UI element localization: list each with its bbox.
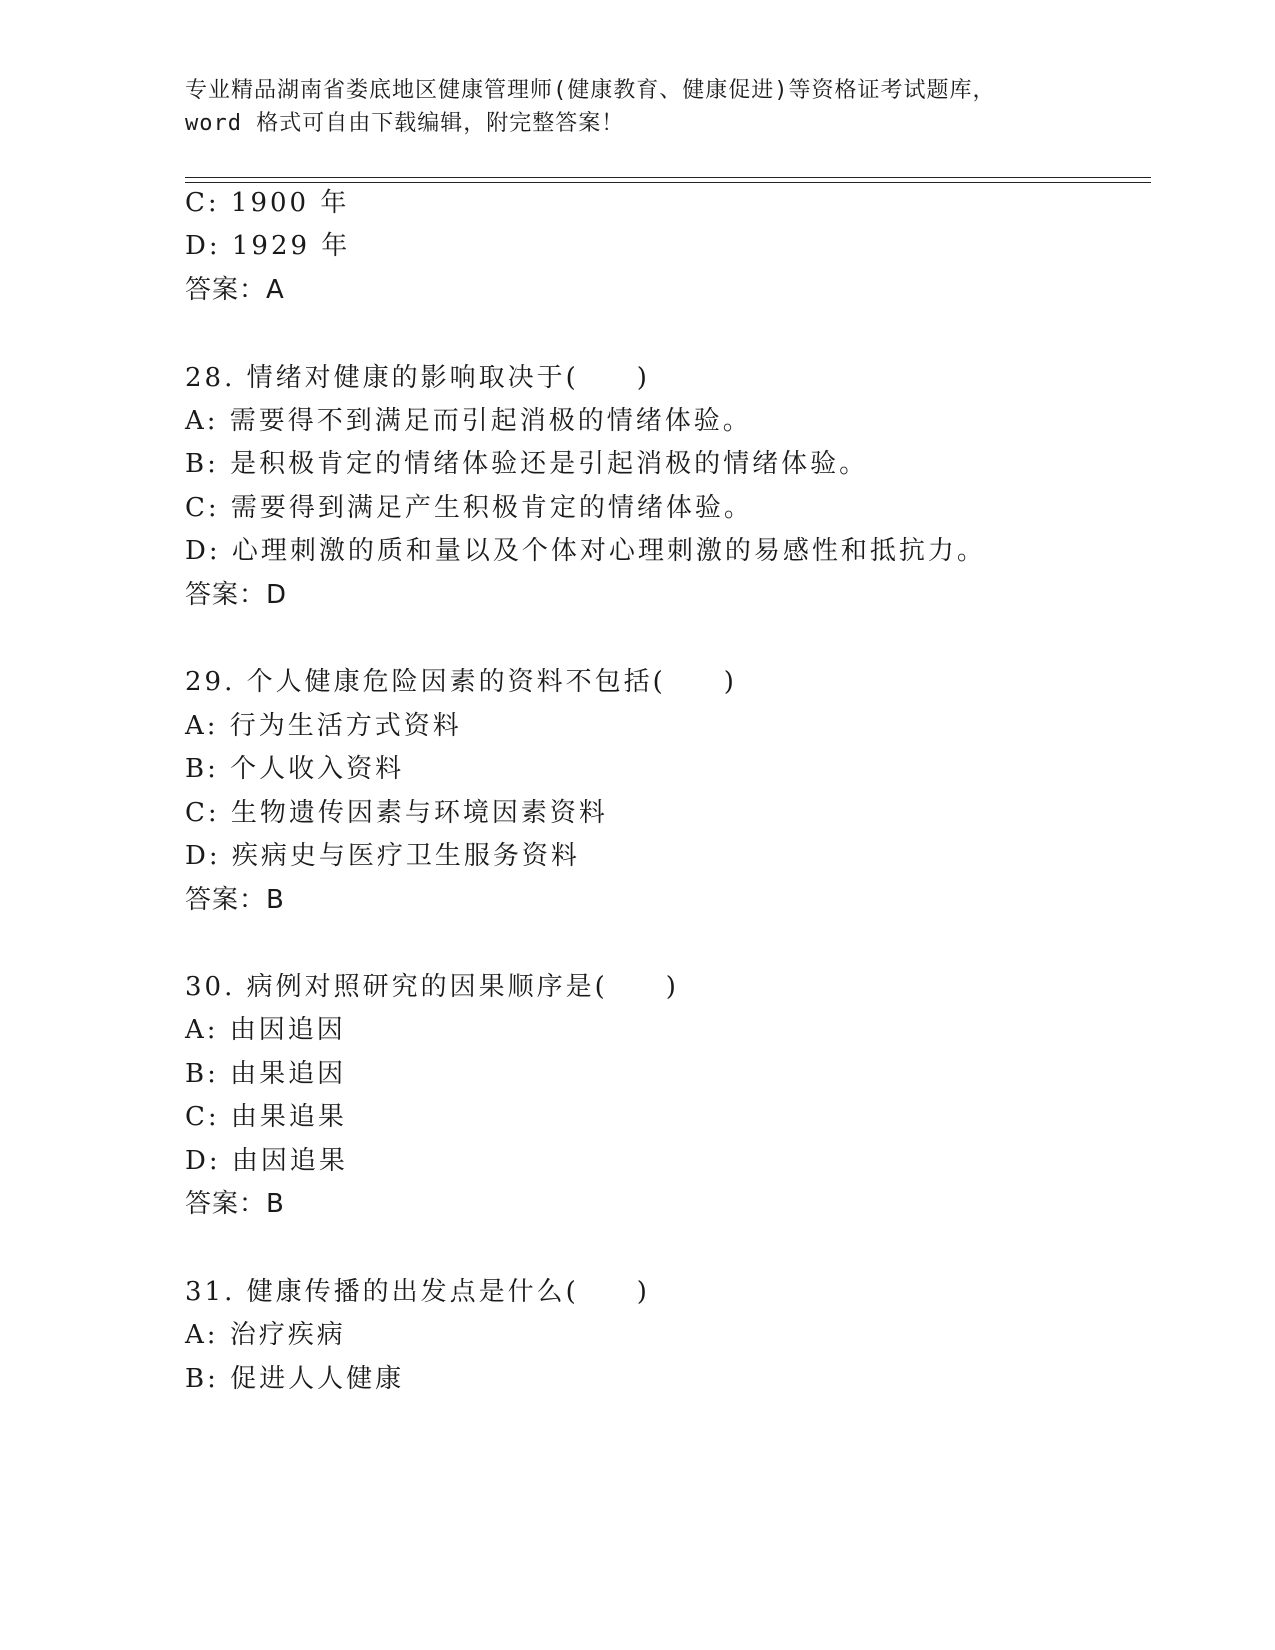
- option-d: D: 心理刺激的质和量以及个体对心理刺激的易感性和抵抗力。: [185, 536, 986, 566]
- header-divider-top: [185, 177, 1151, 178]
- question-stem: 28. 情绪对健康的影响取决于( ): [185, 363, 650, 393]
- option-c: C: 由果追果: [185, 1102, 347, 1132]
- answer: 答案：D: [185, 580, 288, 610]
- answer: 答案：B: [185, 1189, 285, 1219]
- option-a: A: 由因追因: [185, 1015, 346, 1045]
- option-a: A: 治疗疾病: [185, 1320, 346, 1350]
- question-stem: 29. 个人健康危险因素的资料不包括( ): [185, 667, 737, 697]
- option-b: B: 个人收入资料: [185, 754, 405, 784]
- option-c: C: 生物遗传因素与环境因素资料: [185, 798, 608, 828]
- header-line-1: 专业精品湖南省娄底地区健康管理师(健康教育、健康促进)等资格证考试题库，: [185, 78, 996, 103]
- question-stem: 31. 健康传播的出发点是什么( ): [185, 1277, 650, 1307]
- option-d: D: 由因追果: [185, 1146, 348, 1176]
- option-b: B: 是积极肯定的情绪体验还是引起消极的情绪体验。: [185, 449, 869, 479]
- header-line-2: word 格式可自由下载编辑，附完整答案！: [185, 111, 625, 136]
- document-header: [185, 74, 1145, 140]
- option-b: B: 促进人人健康: [185, 1364, 405, 1394]
- option-b: B: 由果追因: [185, 1059, 347, 1089]
- answer: 答案：B: [185, 885, 285, 915]
- header-divider-bottom: [185, 182, 1151, 183]
- prev-option-c: C: 1900 年: [185, 188, 350, 218]
- option-a: A: 需要得不到满足而引起消极的情绪体验。: [185, 406, 752, 436]
- option-c: C: 需要得到满足产生积极肯定的情绪体验。: [185, 493, 753, 523]
- prev-answer: 答案：A: [185, 275, 285, 305]
- option-d: D: 疾病史与医疗卫生服务资料: [185, 841, 580, 871]
- prev-option-d: D: 1929 年: [185, 231, 351, 261]
- option-a: A: 行为生活方式资料: [185, 711, 462, 741]
- question-stem: 30. 病例对照研究的因果顺序是( ): [185, 972, 679, 1002]
